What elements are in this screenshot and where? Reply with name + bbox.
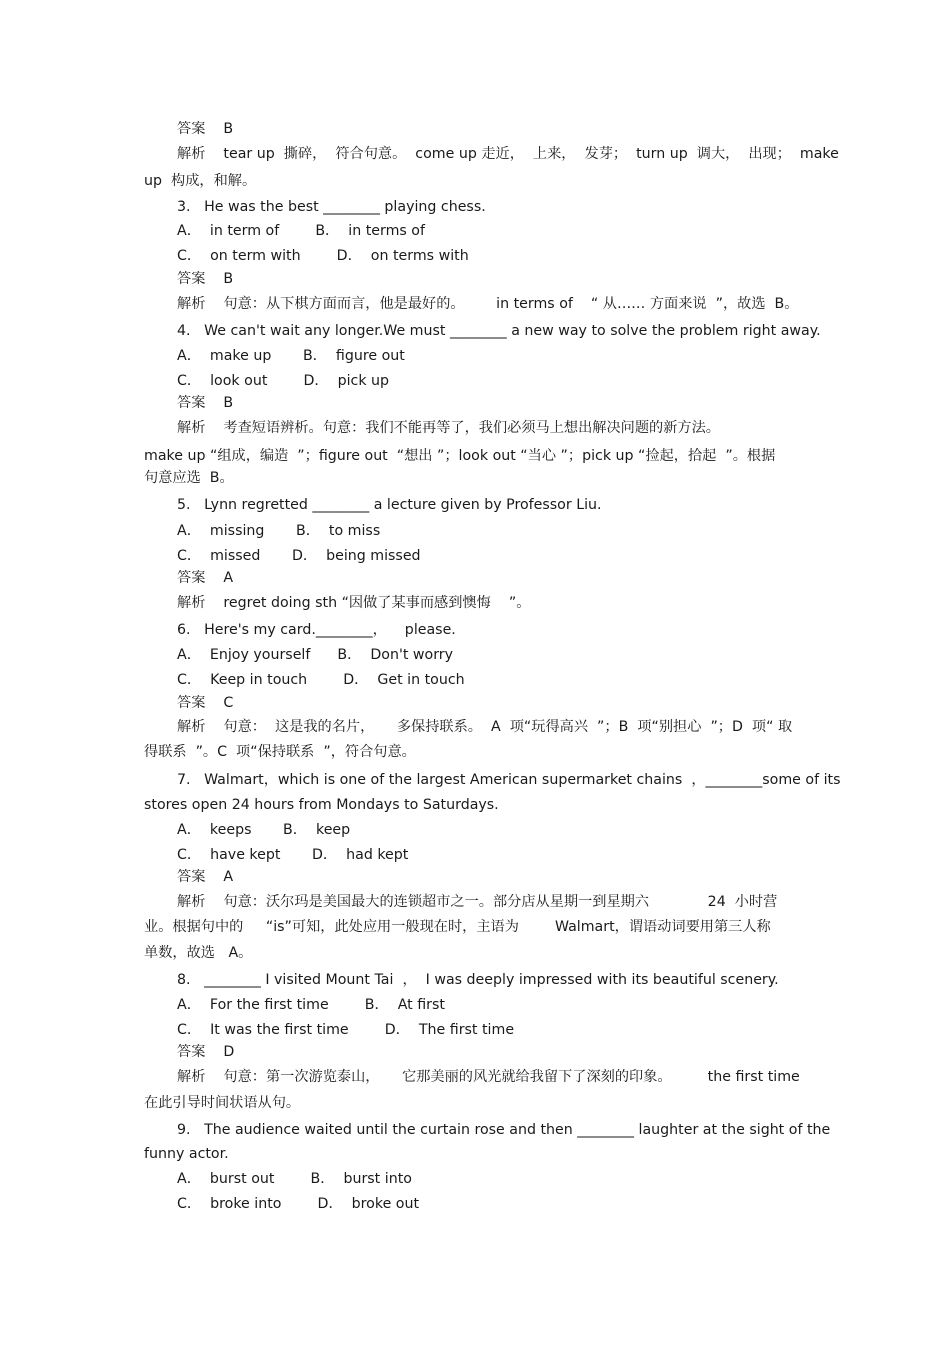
text-line: 答案 A bbox=[177, 570, 234, 586]
text-line: 解析 句意：第一次游览泰山， 它那美丽的风光就给我留下了深刻的印象。 the first time bbox=[177, 1069, 800, 1085]
text-line: 4. We can't wait any longer.We must ________ a new way to solve the problem right away. bbox=[177, 323, 821, 339]
text-line: C． have kept D． had kept bbox=[177, 847, 409, 863]
text-line: A． burst out B． burst into bbox=[177, 1171, 412, 1187]
text-line: 业。根据句中的 “is”可知，此处应用一般现在时，主语为 Walmart，谓语动词要用第三人称 bbox=[144, 919, 771, 935]
text-line: stores open 24 hours from Mondays to Saturdays. bbox=[144, 797, 499, 813]
text-line: 解析 考查短语辨析。句意：我们不能再等了，我们必须马上想出解决问题的新方法。 bbox=[177, 420, 720, 436]
text-line: up 构成，和解。 bbox=[144, 173, 257, 189]
text-line: 3. He was the best ________ playing chess. bbox=[177, 199, 486, 215]
text-line: funny actor. bbox=[144, 1146, 229, 1162]
text-line: 8. ________ I visited Mount Tai ， I was deeply impressed with its beautiful scenery. bbox=[177, 972, 779, 988]
text-line: 5. Lynn regretted ________ a lecture given by Professor Liu. bbox=[177, 497, 602, 513]
text-line: C． It was the first time D． The first time bbox=[177, 1022, 515, 1038]
text-line: 在此引导时间状语从句。 bbox=[144, 1095, 301, 1111]
text-line: 解析 tear up 撕碎， 符合句意。 come up 走近， 上来， 发芽； turn up 调大， 出现； make bbox=[177, 146, 839, 162]
text-line: A． in term of B． in terms of bbox=[177, 223, 425, 239]
text-line: A． keeps B． keep bbox=[177, 822, 351, 838]
text-line: A． For the first time B． At first bbox=[177, 997, 445, 1013]
text-line: 答案 B bbox=[177, 121, 234, 137]
text-line: C． broke into D． broke out bbox=[177, 1196, 420, 1212]
text-line: 解析 句意：从下棋方面而言，他是最好的。 in terms of “ 从…… 方面来说 ”，故选 B。 bbox=[177, 296, 799, 312]
text-line: 6. Here's my card.________， please. bbox=[177, 622, 456, 638]
text-line: 答案 A bbox=[177, 869, 234, 885]
text-line: 解析 句意：沃尔玛是美国最大的连锁超市之一。部分店从星期一到星期六 24 小时营 bbox=[177, 894, 778, 910]
text-line: A． Enjoy yourself B． Don't worry bbox=[177, 647, 454, 663]
text-line: 7. Walmart，which is one of the largest American supermarket chains ，________some of its bbox=[177, 772, 841, 788]
text-line: C． missed D． being missed bbox=[177, 548, 421, 564]
text-line: make up “组成，编造 ”；figure out “想出 ”；look out “当心 ”；pick up “捡起，拾起 ”。根据 bbox=[144, 448, 776, 464]
text-line: C． look out D． pick up bbox=[177, 373, 390, 389]
text-line: 9. The audience waited until the curtain rose and then ________ laughter at the sight of the bbox=[177, 1122, 831, 1138]
text-line: 答案 B bbox=[177, 395, 234, 411]
text-line: 答案 B bbox=[177, 271, 234, 287]
text-line: 答案 C bbox=[177, 695, 234, 711]
text-line: 解析 句意： 这是我的名片， 多保持联系。 A 项“玩得高兴 ”；B 项“别担心 ”；D 项“ 取 bbox=[177, 719, 793, 735]
text-line: C． Keep in touch D． Get in touch bbox=[177, 672, 465, 688]
text-line: 句意应选 B。 bbox=[144, 470, 234, 486]
text-line: 得联系 ”。C 项“保持联系 ”，符合句意。 bbox=[144, 744, 416, 760]
text-line: 解析 regret doing sth “因做了某事而感到懊悔 ”。 bbox=[177, 595, 531, 611]
text-line: A． make up B． figure out bbox=[177, 348, 405, 364]
text-line: C． on term with D． on terms with bbox=[177, 248, 469, 264]
text-line: 答案 D bbox=[177, 1044, 235, 1060]
text-line: A． missing B． to miss bbox=[177, 523, 381, 539]
text-line: 单数，故选 A。 bbox=[144, 945, 253, 961]
